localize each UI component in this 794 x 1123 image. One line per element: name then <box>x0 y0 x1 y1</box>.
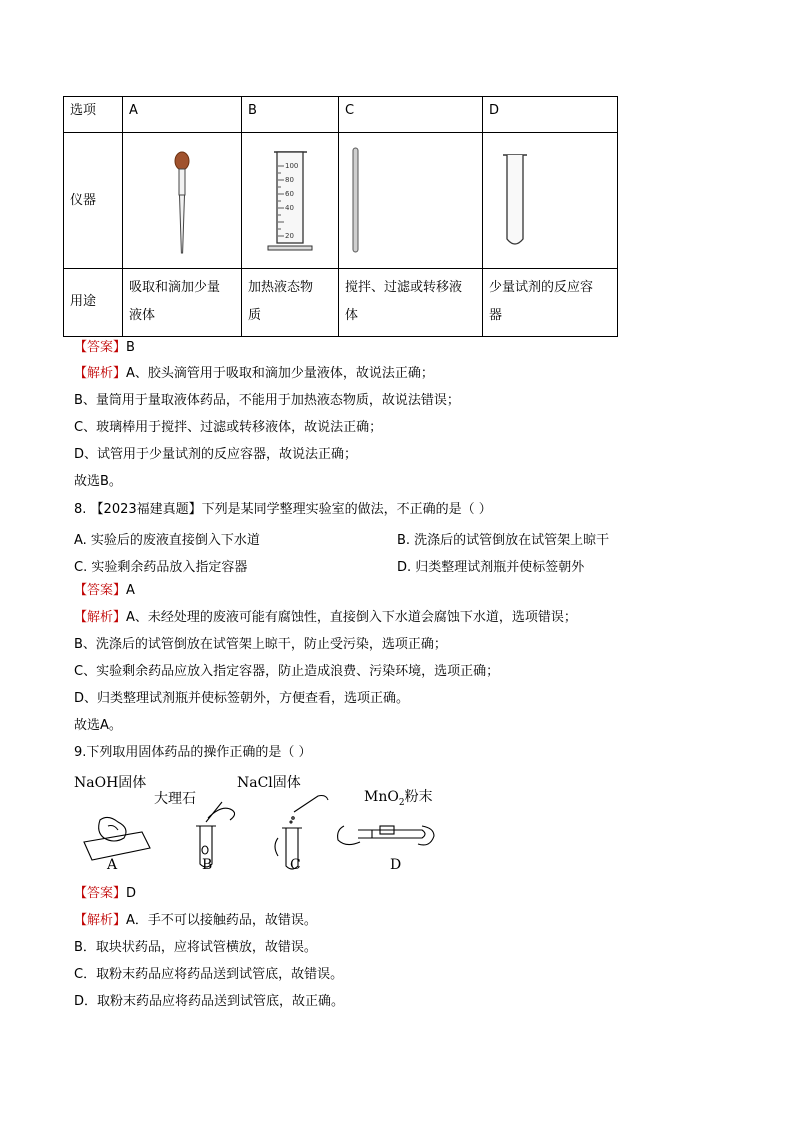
q8-option-d: D. 归类整理试剂瓶并使标签朝外 <box>397 560 585 575</box>
glass-rod-icon <box>345 146 465 256</box>
usage-text: 搅拌、过滤或转移液 <box>345 280 463 295</box>
usage-row <box>64 269 618 337</box>
tick-label: 80 <box>285 175 294 184</box>
q7-analysis-line: D、试管用于少量试剂的反应容器，故说法正确； <box>74 447 358 462</box>
analysis-text: A、未经处理的废液可能有腐蚀性，直接倒入下水道会腐蚀下水道，选项错误； <box>126 610 577 625</box>
usage-text: 加热液态物 <box>248 280 314 295</box>
usage-text: 器 <box>489 308 503 323</box>
q9-answer <box>74 886 136 902</box>
usage-text: 吸取和滴加少量 <box>129 280 221 295</box>
question-source: 【2023福建真题】 <box>90 502 202 517</box>
q8-option-c: C. 实验剩余药品放入指定容器 <box>74 560 248 575</box>
mno2-subscript: 2 <box>398 797 405 808</box>
tick-label: 60 <box>285 189 294 198</box>
apparatus-table <box>63 96 618 337</box>
powder-word: 粉末 <box>404 789 433 805</box>
usage-text: 质 <box>248 308 262 323</box>
header-cell-d <box>483 97 618 133</box>
q7-conclusion: 故选B。 <box>74 474 122 489</box>
usage-cell-d <box>483 269 618 337</box>
usage-text: 体 <box>345 308 359 323</box>
q8-stem <box>74 502 492 518</box>
dropper-icon <box>167 145 197 257</box>
tick-label: 100 <box>285 161 299 170</box>
q8-option-a: A. 实验后的废液直接倒入下水道 <box>74 533 260 548</box>
answer-tag: 【答案】 <box>74 583 127 598</box>
analysis-tag: 【解析】 <box>74 610 127 625</box>
q9-analysis-line: B．取块状药品，应将试管横放，故错误。 <box>74 940 317 955</box>
q8-option-b: B. 洗涤后的试管倒放在试管架上晾干 <box>397 533 610 548</box>
answer-tag: 【答案】 <box>74 340 127 355</box>
q9-analysis-line: D．取粉末药品应将药品送到试管底，故正确。 <box>74 994 345 1009</box>
q9-stem: 9.下列取用固体药品的操作正确的是（ ） <box>74 745 312 760</box>
figure-letter-a: A <box>107 857 118 873</box>
graduated-cylinder-icon <box>265 146 315 256</box>
q7-answer <box>74 340 135 356</box>
q9-analysis-line <box>74 913 317 929</box>
header-col-a: A <box>129 103 138 118</box>
answer-value: D <box>126 886 137 901</box>
instrument-cell-b <box>242 133 339 269</box>
analysis-text: A．手不可以接触药品，故错误。 <box>126 913 317 928</box>
q8-answer <box>74 583 135 599</box>
header-cell-a <box>123 97 242 133</box>
instrument-cell-d <box>483 133 618 269</box>
instrument-row <box>64 133 618 269</box>
header-label-cell <box>64 97 123 133</box>
q8-analysis-line: B、洗涤后的试管倒放在试管架上晾干，防止受污染，选项正确； <box>74 637 447 652</box>
usage-label: 用途 <box>70 294 97 309</box>
usage-cell-b <box>242 269 339 337</box>
instrument-cell-a <box>123 133 242 269</box>
naoh-label: NaOH固体 <box>74 775 147 791</box>
figure-letter-d: D <box>390 857 402 873</box>
tick-label: 40 <box>285 203 294 212</box>
q8-analysis-line <box>74 610 577 626</box>
marble-label: 大理石 <box>154 791 196 807</box>
analysis-text: A、胶头滴管用于吸取和滴加少量液体，故说法正确； <box>126 366 434 381</box>
header-cell-c <box>339 97 483 133</box>
usage-label-cell <box>64 269 123 337</box>
usage-cell-a <box>123 269 242 337</box>
instrument-cell-c <box>339 133 483 269</box>
test-tube-icon <box>497 149 537 253</box>
answer-tag: 【答案】 <box>74 886 127 901</box>
answer-value: B <box>126 340 135 355</box>
instrument-label: 仪器 <box>70 192 97 208</box>
header-col-c: C <box>345 103 355 118</box>
question-number: 8. <box>74 502 87 517</box>
q8-analysis-line: D、归类整理试剂瓶并使标签朝外，方便查看，选项正确。 <box>74 691 410 706</box>
q7-analysis-line <box>74 366 434 382</box>
table-header-row <box>64 97 618 133</box>
analysis-tag: 【解析】 <box>74 913 127 928</box>
q7-analysis-line: B、量筒用于量取液体药品，不能用于加热液态物质，故说法错误； <box>74 393 460 408</box>
mno2-formula: MnO <box>364 789 399 805</box>
header-col-b: B <box>248 103 257 118</box>
q7-analysis-line: C、玻璃棒用于搅拌、过滤或转移液体，故说法正确； <box>74 420 383 435</box>
question-text: 下列是某同学整理实验室的做法，不正确的是（ ） <box>201 502 492 517</box>
q8-analysis-line: C、实验剩余药品应放入指定容器，防止造成浪费、污染环境，选项正确； <box>74 664 500 679</box>
usage-text: 少量试剂的反应容 <box>489 280 594 295</box>
figure-letter-c: C <box>290 857 301 873</box>
header-col-d: D <box>489 103 500 118</box>
q9-figure <box>72 768 452 878</box>
answer-value: A <box>126 583 135 598</box>
q9-analysis-line: C．取粉末药品应将药品送到试管底，故错误。 <box>74 967 344 982</box>
analysis-tag: 【解析】 <box>74 366 127 381</box>
header-label: 选项 <box>70 103 97 118</box>
q8-conclusion: 故选A。 <box>74 718 122 733</box>
tick-label: 20 <box>285 231 294 240</box>
header-cell-b <box>242 97 339 133</box>
usage-cell-c <box>339 269 483 337</box>
figure-letter-b: B <box>202 857 213 873</box>
nacl-label: NaCl固体 <box>237 775 301 791</box>
instrument-label-cell <box>64 133 123 269</box>
usage-text: 液体 <box>129 308 156 323</box>
